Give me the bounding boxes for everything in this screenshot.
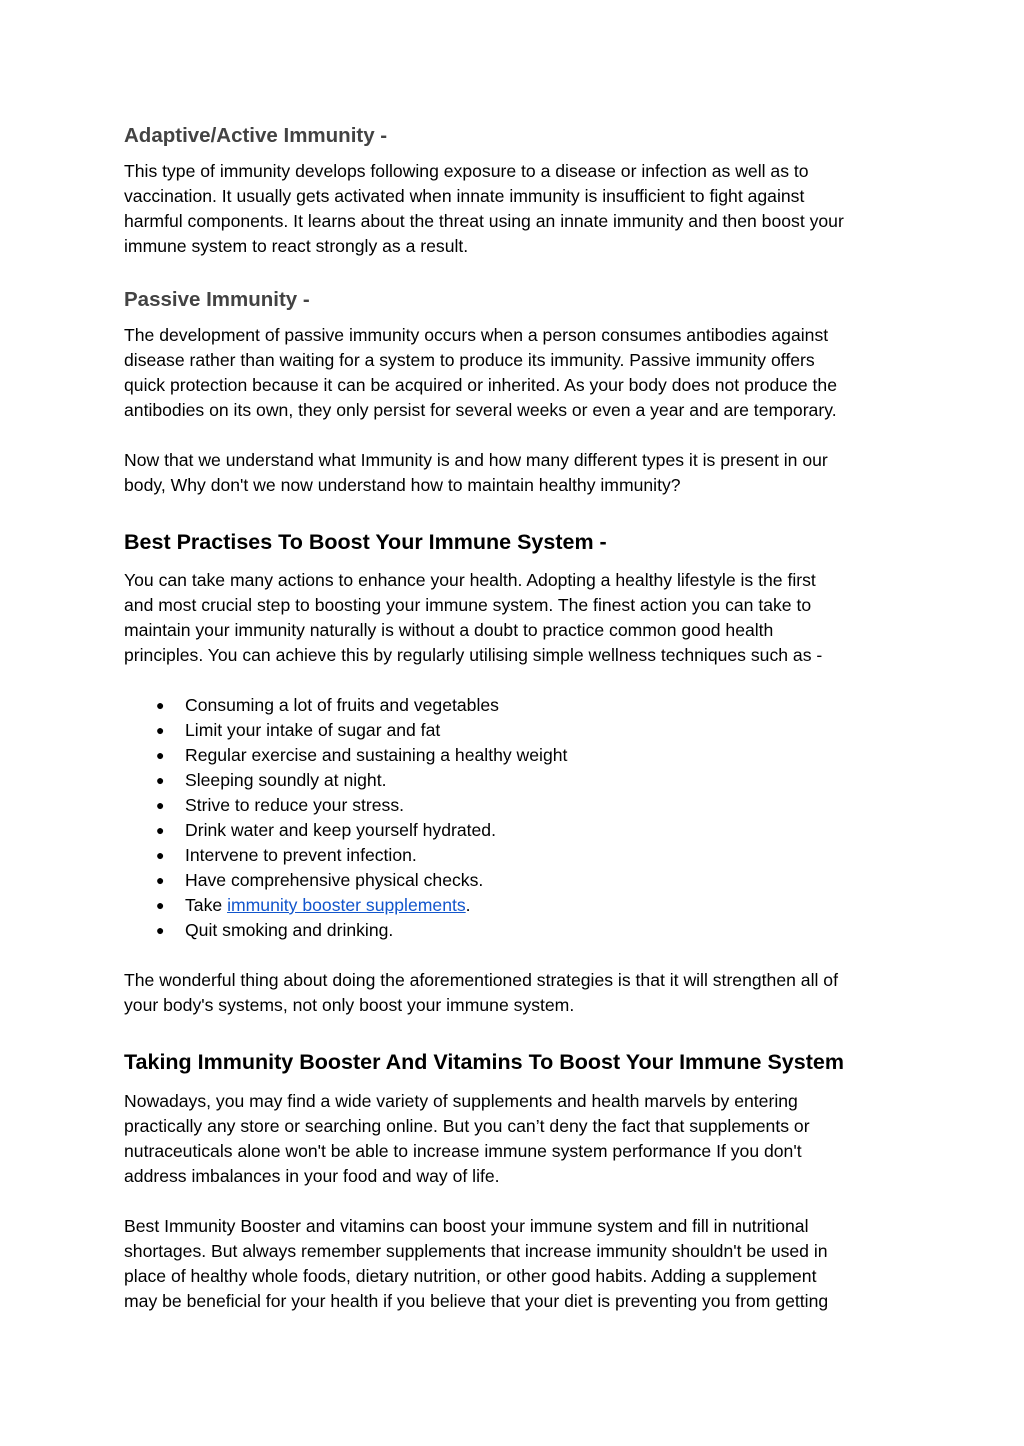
text-line: Nowadays, you may find a wide variety of supplements and health marvels by entering [124,1091,798,1111]
list-item [124,793,904,818]
bullet-icon: ● [156,872,165,888]
text-line: nutraceuticals alone won't be able to increase immune system performance If you don't [124,1141,802,1161]
list-item [124,868,904,893]
immunity-booster-supplements-link[interactable]: immunity booster supplements [227,895,466,915]
text-line: This type of immunity develops following exposure to a disease or infection as well as to [124,161,809,181]
text-line: The wonderful thing about doing the aforementioned strategies is that it will strengthen all of [124,970,838,990]
text-line: principles. You can achieve this by regularly utilising simple wellness techniques such as - [124,645,823,665]
list-item [124,818,904,843]
text-line: You can take many actions to enhance your health. Adopting a healthy lifestyle is the first [124,570,816,590]
text-line: harmful components. It learns about the threat using an innate immunity and then boost your [124,211,844,231]
list-item [124,718,904,743]
bullet-icon: ● [156,747,165,763]
text-line: antibodies on its own, they only persist for several weeks or even a year and are temporary. [124,400,837,420]
list-item [124,768,904,793]
list-item [124,843,904,868]
heading-passive-immunity: Passive Immunity - [124,288,310,311]
text-line: shortages. But always remember supplements that increase immunity shouldn't be used in [124,1241,828,1261]
bullet-icon: ● [156,722,165,738]
list-item [124,693,904,718]
list-item-link [124,893,904,918]
text-line: Best Immunity Booster and vitamins can boost your immune system and fill in nutritional [124,1216,809,1236]
list-item-text: Consuming a lot of fruits and vegetables [185,695,499,715]
list-item-text: Have comprehensive physical checks. [185,870,484,890]
text-line: may be beneficial for your health if you believe that your diet is preventing you from getting [124,1291,829,1311]
text-line: immune system to react strongly as a result. [124,236,469,256]
bullet-icon: ● [156,822,165,838]
text-line: quick protection because it can be acquired or inherited. As your body does not produce the [124,375,838,395]
text-line: body, Why don't we now understand how to maintain healthy immunity? [124,475,681,495]
paragraph-adaptive-immunity [124,159,904,259]
text-line: and most crucial step to boosting your immune system. The finest action you can take to [124,595,812,615]
list-item-text: Intervene to prevent infection. [185,845,417,865]
heading-best-practises: Best Practises To Boost Your Immune System - [124,530,607,554]
list-item-text: Regular exercise and sustaining a healthy weight [185,745,568,765]
list-item-text: Strive to reduce your stress. [185,795,405,815]
bullet-icon: ● [156,772,165,788]
text-line: The development of passive immunity occurs when a person consumes antibodies against [124,325,829,345]
list-item [124,743,904,768]
bullet-icon: ● [156,797,165,813]
text-line: your body's systems, not only boost your immune system. [124,995,575,1015]
practices-list [124,693,904,943]
bullet-icon: ● [156,697,165,713]
paragraph-transition [124,448,904,498]
heading-taking-boosters: Taking Immunity Booster And Vitamins To Boost Your Immune System [124,1050,844,1074]
bullet-icon: ● [156,897,165,913]
paragraph-taking-boosters [124,1089,904,1189]
bullet-icon: ● [156,922,165,938]
text-line: practically any store or searching online. But you can’t deny the fact that supplements or [124,1116,810,1136]
list-item-text: Drink water and keep yourself hydrated. [185,820,496,840]
paragraph-passive-immunity [124,323,904,423]
text-line: Now that we understand what Immunity is and how many different types it is present in our [124,450,828,470]
heading-adaptive-immunity: Adaptive/Active Immunity - [124,124,388,147]
paragraph-best-immunity-booster [124,1214,904,1314]
text-line: maintain your immunity naturally is without a doubt to practice common good health [124,620,774,640]
list-item [124,918,904,943]
paragraph-conclusion [124,968,904,1018]
list-item-text: Limit your intake of sugar and fat [185,720,441,740]
text-line: address imbalances in your food and way of life. [124,1166,500,1186]
text-line: place of healthy whole foods, dietary nutrition, or other good habits. Adding a supplement [124,1266,817,1286]
text-line: vaccination. It usually gets activated when innate immunity is insufficient to fight against [124,186,805,206]
list-item-text: Take [185,895,228,915]
paragraph-best-practises [124,568,904,668]
list-item-text: . [465,895,471,915]
bullet-icon: ● [156,847,165,863]
list-item-text: Quit smoking and drinking. [185,920,394,940]
text-line: disease rather than waiting for a system to produce its immunity. Passive immunity offers [124,350,815,370]
list-item-text: Sleeping soundly at night. [185,770,387,790]
